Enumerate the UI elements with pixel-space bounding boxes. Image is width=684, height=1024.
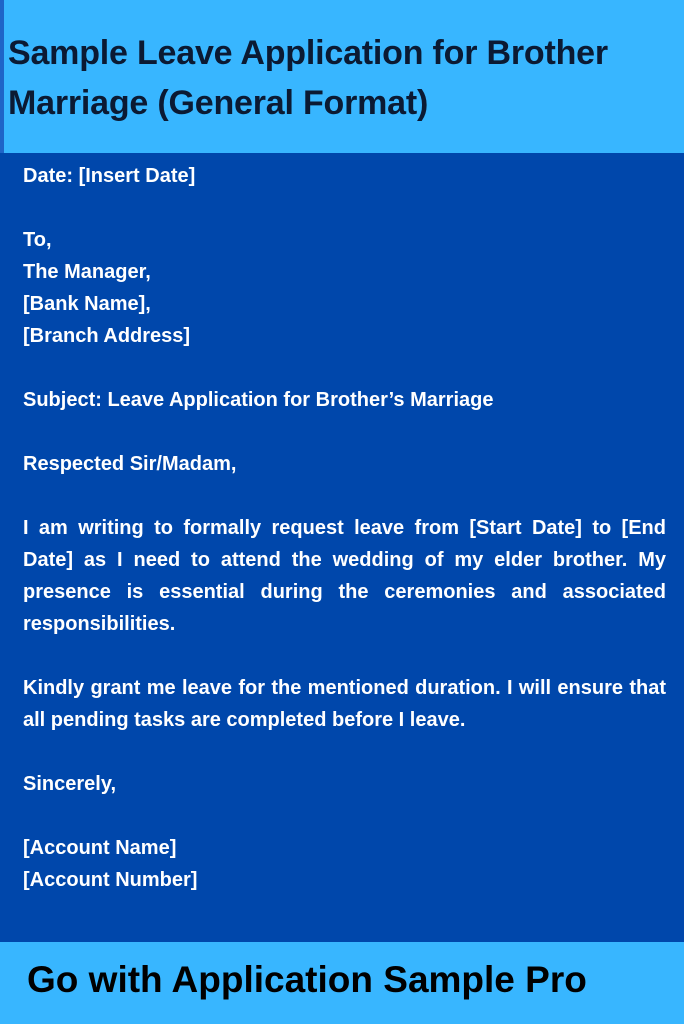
signature-block — [23, 832, 666, 896]
title-banner — [0, 0, 684, 153]
recipient-block — [23, 224, 666, 352]
recipient-line: [Branch Address] — [23, 325, 191, 347]
letter-body — [23, 160, 666, 928]
recipient-line: To, — [23, 229, 52, 251]
signature-line: [Account Number] — [23, 869, 198, 891]
footer-banner — [0, 942, 684, 1024]
letter-subject: Subject: Leave Application for Brother’s Marriage — [23, 389, 494, 411]
letter-salutation: Respected Sir/Madam, — [23, 453, 237, 475]
signature-line: [Account Name] — [23, 837, 177, 859]
page-title: Sample Leave Application for Brother Marriage (General Format) — [8, 34, 608, 122]
letter-paragraph-1: I am writing to formally request leave from [Start Date] to [End Date] as I need to attend the wedding of my elder brother. My presence is essential during the ceremonies and associated responsibilities. — [23, 517, 666, 635]
letter-closing: Sincerely, — [23, 773, 117, 795]
recipient-line: [Bank Name], — [23, 293, 151, 315]
recipient-line: The Manager, — [23, 261, 151, 283]
letter-paragraph-2: Kindly grant me leave for the mentioned duration. I will ensure that all pending tasks are completed before I leave. — [23, 677, 666, 731]
footer-cta: Go with Application Sample Pro — [27, 959, 587, 1000]
letter-date: Date: [Insert Date] — [23, 165, 196, 187]
